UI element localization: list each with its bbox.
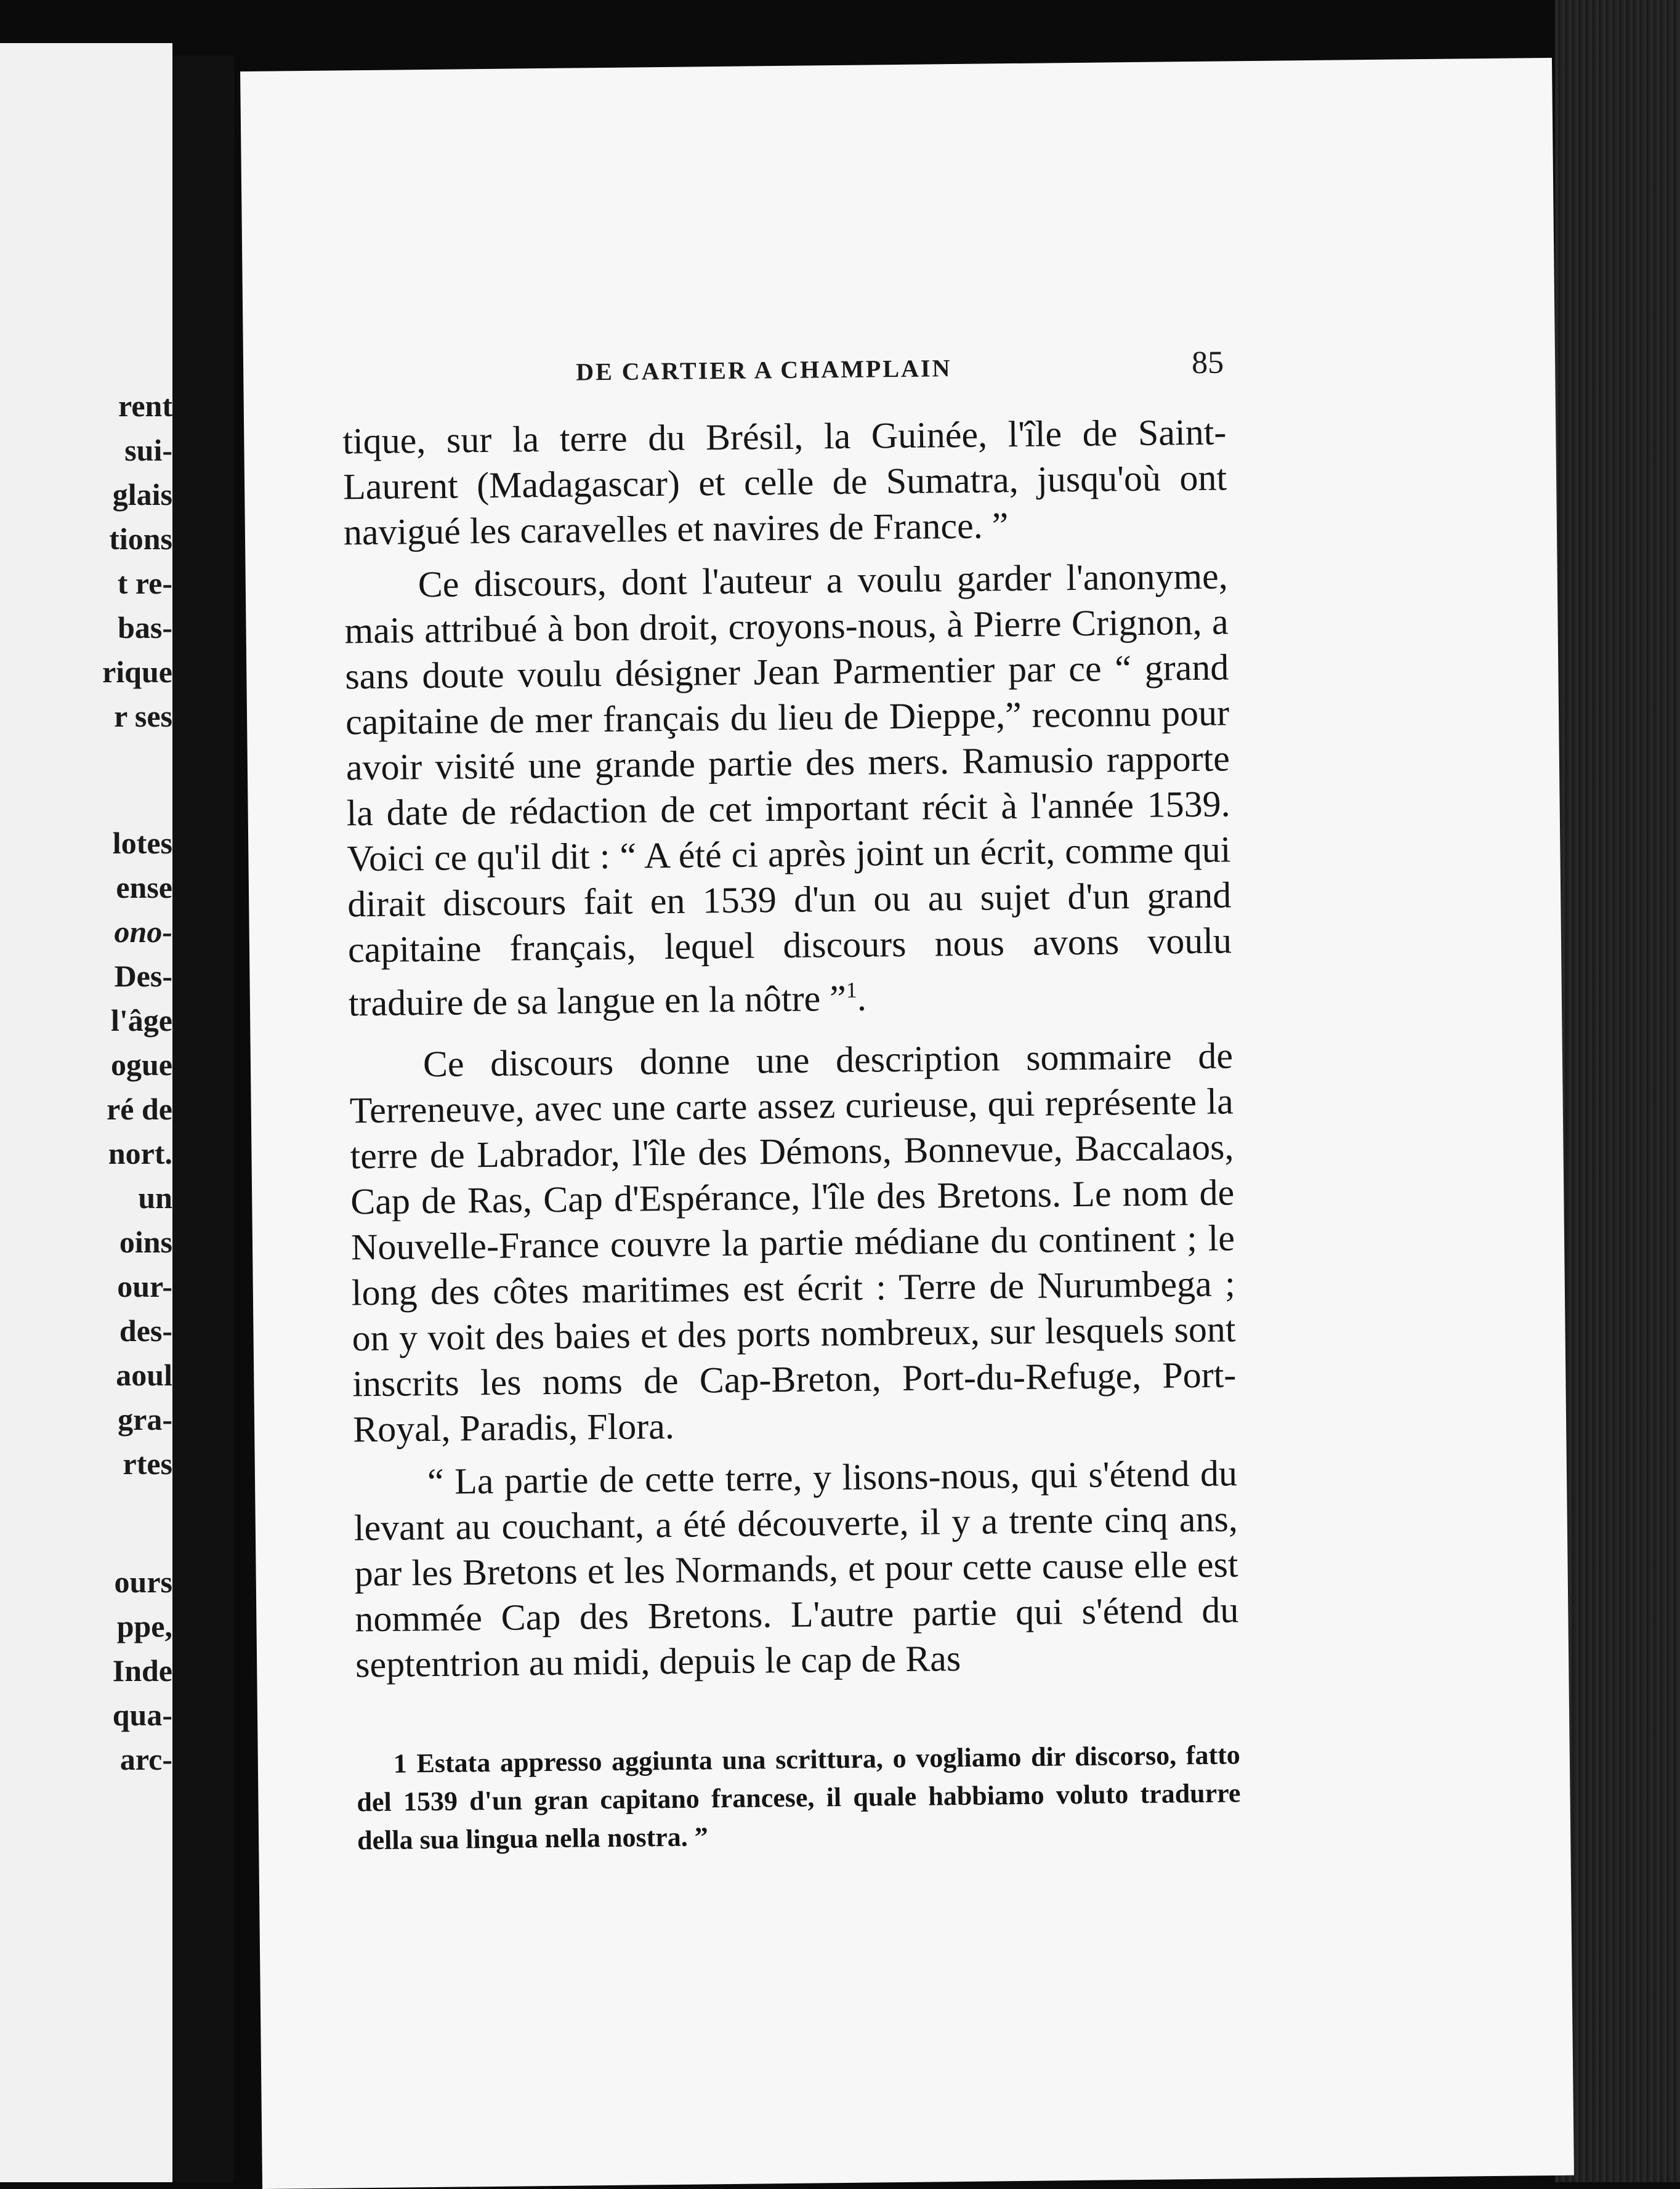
left-page-line: gra- [118,1402,172,1437]
left-page-line: sui- [124,433,172,467]
left-page-line: rique [102,655,172,689]
left-page-line: ono- [114,914,172,949]
left-page-line: ours [114,1565,172,1599]
left-page-line: nort. [108,1136,172,1171]
left-page-line: rent [118,389,172,423]
left-page-line: arc- [119,1742,172,1776]
left-page-line: ense [116,870,172,905]
left-page-line: Des- [114,959,172,993]
left-page-line: des- [119,1313,172,1348]
paragraph-text-end: . [857,977,867,1018]
left-page-line: glais [112,477,172,512]
facing-page-left [0,43,172,2182]
footnotes [357,1736,1242,1860]
left-page-line: lotes [112,826,172,860]
running-head: DE CARTIER A CHAMPLAIN [575,354,952,386]
left-page-line: oins [119,1225,172,1259]
paragraph: tique, sur la terre du Brésil, la Guinée, l'île de Saint-Laurent (Madagascar) et celle de Sumatra, jusqu'où ont navigué les caravelles et navires de France. ” [342,411,1227,553]
body-text [342,409,1240,1695]
left-page-line: r ses [114,699,172,733]
footnote-reference: 1 [846,977,857,1002]
left-page-line: t re- [117,566,172,600]
left-page-line: rtes [123,1446,172,1481]
left-page-line: bas- [118,610,172,645]
page-number: 85 [1191,345,1224,381]
left-page-line: qua- [112,1698,172,1732]
paragraph: “ La partie de cette terre, y lisons-nous, qui s'étend du levant au couchant, a été découverte, il y a trente cinq ans, par les Bretons et les Normands, et pour cette cause elle est nommée Cap des Bretons. L'autre partie qui s'étend du septentrion au midi, depuis le cap de Ras [353,1453,1239,1685]
left-page-line: our- [117,1269,172,1304]
footnote: 1 Estata appresso aggiunta una scrittura, o vogliamo dir discorso, fatto del 1539 d'un gran capitano francese, il quale habbiamo voluto tradurre della sua lingua nella nostra. ” [357,1740,1241,1856]
left-page-line: ppe, [116,1609,172,1643]
paragraph [344,553,1232,1026]
book-gutter [172,55,234,2182]
paragraph: Ce discours donne une description sommaire de Terreneuve, avec une carte assez curieuse, qui représente la terre de Labrador, l'île des Démons, Bonnevue, Baccalaos, Cap de Ras, Cap d'Espérance, l'île des Bretons. Le nom de Nouvelle-France couvre la partie médiane du continent ; le long des côtes maritimes est écrit : Terre de Nurumbega ; on y voit des baies et des ports nombreux, sur lesquels sont inscrits les noms de Cap-Breton, Port-du-Refuge, Port-Royal, Paradis, Flora. [349,1035,1237,1450]
left-page-line: un [138,1180,172,1215]
paragraph-text: Ce discours, dont l'auteur a voulu garder l'anonyme, mais attribué à bon droit, croyons-nous, à Pierre Crignon, a sans doute voulu désigner Jean Parmentier par ce “ grand capitaine de mer français du lieu de Dieppe,” reconnu pour avoir visité une grande partie des mers. Ramusio rapporte la date de rédaction de cet important récit à l'année 1539. Voici ce qu'il dit : “ A été ci après joint un écrit, comme qui dirait discours fait en 1539 d'un ou au sujet d'un grand capitaine français, lequel discours nous avons voulu traduire de sa langue en la nôtre ” [344,555,1232,1024]
book-page-edges [1555,0,1680,2182]
left-page-line: l'âge [111,1003,172,1038]
left-page-line: tions [109,522,172,556]
left-page-line: Inde [112,1653,172,1688]
book-page [240,58,1574,2189]
left-page-line: aoul [116,1358,172,1392]
left-page-line: ré de [107,1092,172,1126]
left-page-line: ogue [111,1047,172,1082]
